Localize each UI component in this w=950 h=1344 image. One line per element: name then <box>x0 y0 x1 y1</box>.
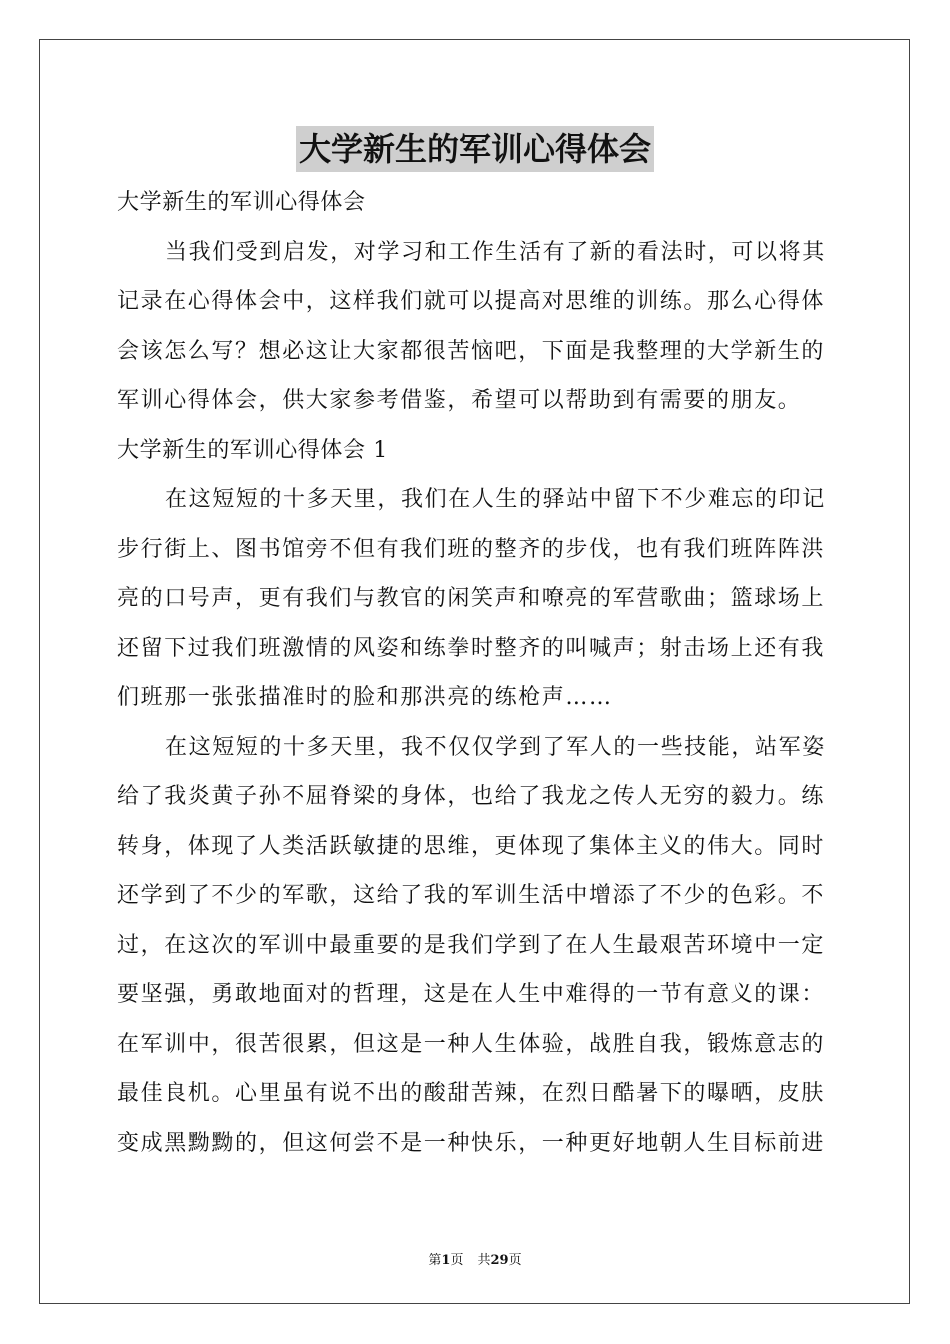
text-line: 变成黑黝黝的，但这何尝不是一种快乐，一种更好地朝人生目标前进 <box>117 1130 826 1156</box>
text-line: 在这短短的十多天里，我不仅仅学到了军人的一些技能，站军姿 <box>165 734 826 760</box>
text-line: 转身，体现了人类活跃敏捷的思维，更体现了集体主义的伟大。同时 <box>117 833 826 859</box>
section-heading: 大学新生的军训心得体会 1 <box>117 437 388 463</box>
page-footer <box>0 1249 950 1268</box>
section-heading: 大学新生的军训心得体会 <box>117 190 366 215</box>
text-line: 过，在这次的军训中最重要的是我们学到了在人生最艰苦环境中一定 <box>117 932 826 958</box>
page-number: 1 <box>441 1253 451 1268</box>
document-title: 大学新生的军训心得体会 <box>296 126 654 172</box>
text-line: 还学到了不少的军歌，这给了我的军训生活中增添了不少的色彩。不 <box>117 883 826 908</box>
document-body <box>117 178 833 1168</box>
text-line: 们班那一张张描准时的脸和那洪亮的练枪声…… <box>117 685 613 710</box>
text-line: 当我们受到启发，对学习和工作生活有了新的看法时，可以将其 <box>165 239 826 265</box>
text-line: 在军训中，很苦很累，但这是一种人生体验，战胜自我，锻炼意志的 <box>117 1031 826 1057</box>
text-line: 军训心得体会，供大家参考借鉴，希望可以帮助到有需要的朋友。 <box>117 388 802 413</box>
text-line: 记录在心得体会中，这样我们就可以提高对思维的训练。那么心得体 <box>117 289 826 314</box>
text-line: 在这短短的十多天里，我们在人生的驿站中留下不少难忘的印记 <box>165 487 826 512</box>
total-pages: 29 <box>490 1253 509 1268</box>
page-label-suffix: 页 <box>450 1253 464 1268</box>
text-line: 给了我炎黄子孙不屈脊梁的身体，也给了我龙之传人无穷的毅力。练 <box>117 784 826 809</box>
total-label-prefix: 共 <box>477 1253 491 1268</box>
text-line: 最佳良机。心里虽有说不出的酸甜苦辣，在烈日酷暑下的曝晒，皮肤 <box>117 1081 826 1106</box>
text-line: 要坚强，勇敢地面对的哲理，这是在人生中难得的一节有意义的课： <box>117 982 826 1007</box>
text-line: 步行街上、图书馆旁不但有我们班的整齐的步伐，也有我们班阵阵洪 <box>117 536 826 562</box>
text-line: 亮的口号声，更有我们与教官的闲笑声和嘹亮的军营歌曲；篮球场上 <box>117 586 826 611</box>
page-label-prefix: 第 <box>428 1253 442 1268</box>
title-block <box>0 126 950 172</box>
text-line: 还留下过我们班激情的风姿和练拳时整齐的叫喊声；射击场上还有我 <box>117 635 826 661</box>
text-line: 会该怎么写？想必这让大家都很苦恼吧，下面是我整理的大学新生的 <box>117 338 826 364</box>
total-label-suffix: 页 <box>508 1253 522 1268</box>
